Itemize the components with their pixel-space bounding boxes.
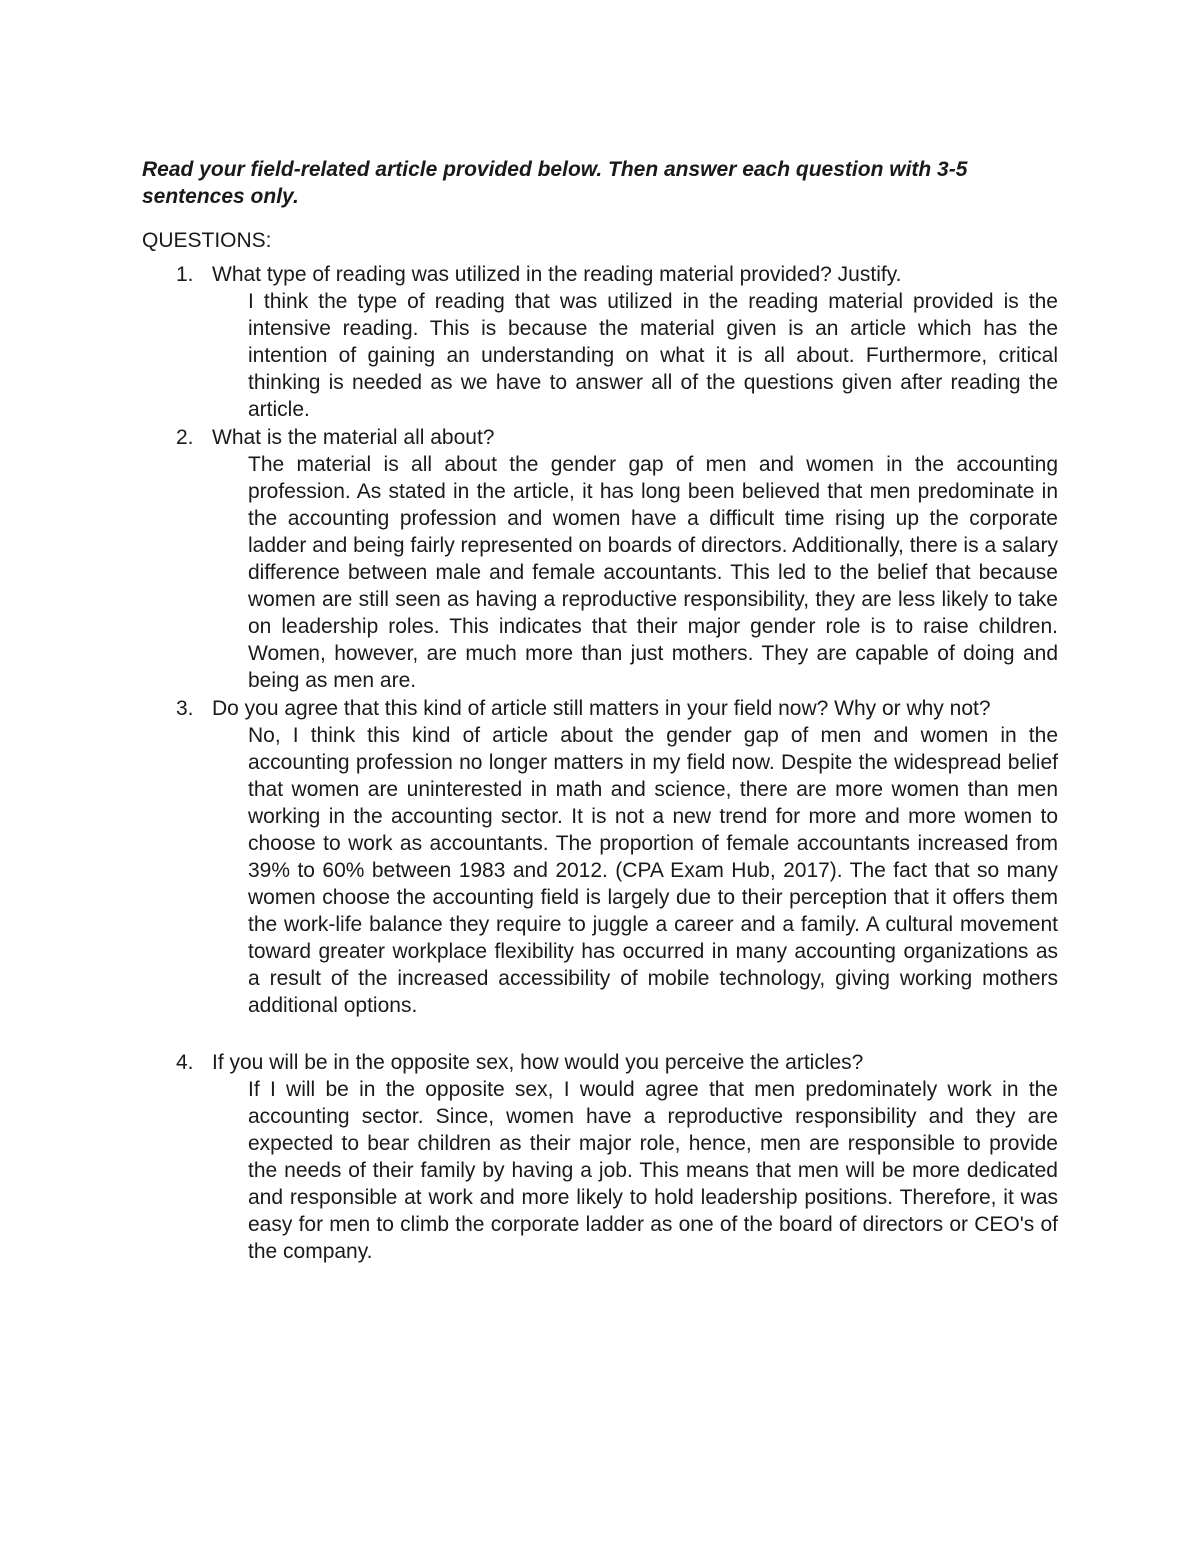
question-number: 2. bbox=[176, 426, 194, 449]
question-item-3 bbox=[142, 695, 1058, 1019]
instructions-text: Read your field-related article provided below. Then answer each question with 3-5 sentences only. bbox=[142, 158, 968, 208]
question-text: Do you agree that this kind of article still matters in your field now? Why or why not? bbox=[212, 697, 991, 720]
question-number: 3. bbox=[176, 697, 194, 720]
answer-text: The material is all about the gender gap of men and women in the accounting profession. As stated in the article, it has long been believed that men predominate in the accounting profession and women have a difficult time rising up the corporate ladder and being fairly represented on boards of directors. Additionally, there is a salary difference between male and female accountants. This led to the belief that because women are still seen as having a reproductive responsibility, they are less likely to take on leadership roles. This indicates that their major gender role is to raise children. Women, however, are much more than just mothers. They are capable of doing and being as men are. bbox=[248, 453, 1058, 692]
question-item-2 bbox=[142, 424, 1058, 694]
question-text: If you will be in the opposite sex, how would you perceive the articles? bbox=[212, 1051, 864, 1074]
question-item-1 bbox=[142, 261, 1058, 423]
question-number: 4. bbox=[176, 1051, 194, 1074]
questions-heading: QUESTIONS: bbox=[142, 229, 272, 252]
question-item-4 bbox=[142, 1049, 1058, 1265]
document-content bbox=[142, 156, 1058, 1266]
question-text: What is the material all about? bbox=[212, 426, 495, 449]
answer-text: No, I think this kind of article about the gender gap of men and women in the accounting profession no longer matters in my field now. Despite the widespread belief that women are uninterested in math and science, there are more women than men working in the accounting sector. It is not a new trend for more and more women to choose to work as accountants. The proportion of female accountants increased from 39% to 60% between 1983 and 2012. (CPA Exam Hub, 2017). The fact that so many women choose the accounting field is largely due to their perception that it offers them the work-life balance they require to juggle a career and a family. A cultural movement toward greater workplace flexibility has occurred in many accounting organizations as a result of the increased accessibility of mobile technology, giving working mothers additional options. bbox=[248, 724, 1058, 1017]
question-text: What type of reading was utilized in the reading material provided? Justify. bbox=[212, 263, 902, 286]
questions-list bbox=[142, 261, 1058, 1265]
question-number: 1. bbox=[176, 263, 194, 286]
answer-text: I think the type of reading that was utilized in the reading material provided is the intensive reading. This is because the material given is an article which has the intention of gaining an understanding on what it is all about. Furthermore, critical thinking is needed as we have to answer all of the questions given after reading the article. bbox=[248, 290, 1058, 421]
answer-text: If I will be in the opposite sex, I would agree that men predominately work in the accounting sector. Since, women have a reproductive responsibility and they are expected to bear children as their major role, hence, men are responsible to provide the needs of their family by having a job. This means that men will be more dedicated and responsible at work and more likely to hold leadership positions. Therefore, it was easy for men to climb the corporate ladder as one of the board of directors or CEO's of the company. bbox=[248, 1078, 1058, 1263]
